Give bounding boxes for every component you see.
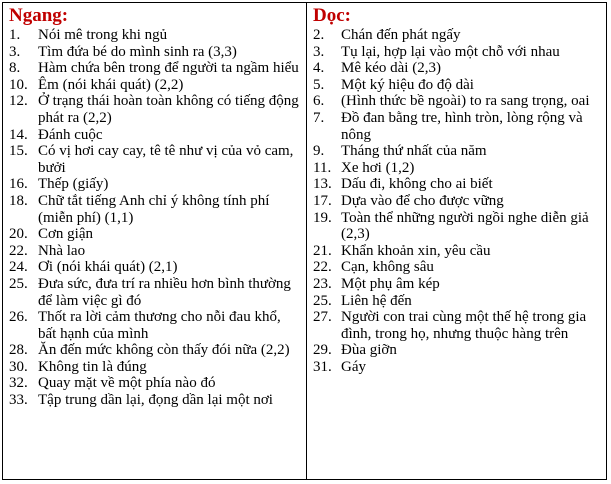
- across-clue-row: [9, 93, 300, 126]
- clue-number: 4.: [313, 60, 325, 77]
- clue-number: 27.: [313, 309, 332, 326]
- across-heading: Ngang:: [9, 5, 69, 26]
- across-clue-row: [9, 127, 300, 144]
- clue-number: 5.: [313, 76, 325, 93]
- down-clue-row: [313, 160, 600, 177]
- clue-text: Tìm đứa bé do mình sinh ra (3,3): [38, 43, 237, 60]
- clue-number: 9.: [313, 143, 325, 160]
- across-clue-row: [9, 359, 300, 376]
- across-clue-row: [9, 27, 300, 44]
- clue-text: Thếp (giấy): [38, 176, 109, 193]
- down-clue-row: [313, 259, 600, 276]
- clue-number: 8.: [9, 60, 21, 77]
- down-clue-row: [313, 176, 600, 193]
- down-clue-row: [313, 243, 600, 260]
- clue-number: 7.: [313, 109, 325, 126]
- clues-table: [2, 2, 607, 480]
- clue-number: 12.: [9, 93, 28, 110]
- clue-number: 6.: [313, 93, 325, 110]
- across-clue-row: [9, 77, 300, 94]
- clue-number: 2.: [313, 27, 325, 43]
- clue-number: 30.: [9, 358, 28, 375]
- down-clue-row: [313, 342, 600, 359]
- across-clue-row: [9, 259, 300, 276]
- clue-text: Cạn, không sâu: [341, 259, 434, 276]
- clue-number: 14.: [9, 126, 28, 143]
- across-clue-row: [9, 44, 300, 61]
- clue-text: Êm (nói khái quát) (2,2): [38, 76, 184, 93]
- across-clue-row: [9, 60, 300, 77]
- down-clue-row: [313, 193, 600, 210]
- clue-number: 16.: [9, 176, 28, 193]
- clue-text: Người con trai cùng một thế hệ trong gia đình, trong họ, nhưng thuộc hàng trên: [341, 309, 587, 342]
- clue-number: 18.: [9, 192, 28, 209]
- clue-text: Đùa giỡn: [341, 342, 397, 359]
- across-clue-row: [9, 226, 300, 243]
- clue-number: 22.: [9, 242, 28, 259]
- clue-text: Ở trạng thái hoàn toàn không có tiếng động phát ra (2,2): [38, 93, 299, 126]
- clue-text: Khẩn khoản xin, yêu cầu: [341, 242, 491, 259]
- down-clue-row: [313, 27, 600, 44]
- across-clue-row: [9, 309, 300, 342]
- across-clue-row: [9, 342, 300, 359]
- across-clue-list: [9, 27, 300, 409]
- clue-text: Ơi (nói khái quát) (2,1): [38, 259, 178, 276]
- clue-text: Thốt ra lời cảm thương cho nỗi đau khổ, bất hạnh của mình: [38, 309, 281, 342]
- clue-number: 19.: [313, 209, 332, 226]
- clue-number: 25.: [313, 292, 332, 309]
- clue-number: 24.: [9, 259, 28, 276]
- clue-text: Đồ đan bằng tre, hình tròn, lòng rộng và nông: [341, 109, 583, 143]
- clue-text: Nhà lao: [38, 242, 86, 259]
- clue-text: (Hình thức bề ngoài) to ra sang trọng, oai: [341, 93, 590, 110]
- clue-text: Một ký hiệu đo độ dài: [341, 76, 474, 93]
- clue-text: Ăn đến mức không còn thấy đói nữa (2,2): [38, 342, 290, 359]
- down-clue-row: [313, 276, 600, 293]
- clue-text: Tháng thứ nhất của năm: [341, 143, 487, 160]
- across-clue-row: [9, 276, 300, 309]
- clue-number: 11.: [313, 159, 332, 176]
- clue-number: 33.: [9, 392, 28, 409]
- clue-text: Toàn thể những người ngồi nghe diễn giả (2,3): [341, 209, 589, 243]
- down-clue-row: [313, 309, 600, 342]
- clue-number: 3.: [313, 43, 325, 60]
- across-clue-row: [9, 243, 300, 260]
- clue-text: Đưa sức, đưa trí ra nhiều hơn bình thường để làm việc gì đó: [38, 275, 291, 309]
- clue-number: 3.: [9, 43, 21, 60]
- down-clue-row: [313, 77, 600, 94]
- down-clue-row: [313, 143, 600, 160]
- clue-number: 1.: [9, 27, 21, 43]
- across-clue-row: [9, 193, 300, 226]
- clue-text: Hàm chứa bên trong để người ta ngầm hiểu: [38, 60, 299, 77]
- clue-number: 13.: [313, 176, 332, 193]
- clue-number: 29.: [313, 342, 332, 359]
- clue-number: 15.: [9, 143, 28, 160]
- clue-text: Xe hơi (1,2): [341, 159, 415, 176]
- clue-number: 20.: [9, 226, 28, 243]
- across-clue-row: [9, 392, 300, 409]
- clue-text: Một phụ âm kép: [341, 275, 440, 292]
- clue-number: 31.: [313, 358, 332, 375]
- down-clue-row: [313, 293, 600, 310]
- down-clue-list: [313, 27, 600, 375]
- clue-text: Dựa vào để cho được vững: [341, 192, 504, 209]
- down-clue-row: [313, 60, 600, 77]
- clue-number: 28.: [9, 342, 28, 359]
- clue-text: Liên hệ đến: [341, 292, 412, 309]
- down-heading: Dọc:: [313, 5, 351, 26]
- clue-number: 17.: [313, 192, 332, 209]
- clue-text: Chữ tắt tiếng Anh chỉ ý không tính phí (miễn phí) (1,1): [38, 192, 270, 226]
- clue-text: Quay mặt về một phía nào đó: [38, 375, 216, 392]
- clue-text: Tập trung dần lại, đọng dần lại một nơi: [38, 392, 273, 409]
- clue-number: 22.: [313, 259, 332, 276]
- down-clue-row: [313, 359, 600, 376]
- down-column: [307, 3, 606, 479]
- down-clue-row: [313, 110, 600, 143]
- clue-text: Không tin là đúng: [38, 358, 147, 375]
- clue-text: Dấu đi, không cho ai biết: [341, 176, 493, 193]
- down-clue-row: [313, 44, 600, 61]
- clue-text: Có vị hơi cay cay, tê tê như vị của vỏ cam, bưởi: [38, 143, 294, 176]
- clue-number: 10.: [9, 76, 28, 93]
- across-column: [3, 3, 307, 479]
- clue-number: 26.: [9, 309, 28, 326]
- clue-text: Gáy: [341, 358, 366, 375]
- clue-text: Đánh cuộc: [38, 126, 103, 143]
- clue-text: Nói mê trong khi ngủ: [38, 27, 168, 43]
- across-clue-row: [9, 143, 300, 176]
- clue-text: Cơn giận: [38, 226, 94, 243]
- down-clue-row: [313, 93, 600, 110]
- clue-text: Chán đến phát ngấy: [341, 27, 461, 43]
- clue-text: Tụ lại, hợp lại vào một chỗ với nhau: [341, 43, 560, 60]
- across-clue-row: [9, 375, 300, 392]
- clue-text: Mê kéo dài (2,3): [341, 60, 441, 77]
- clue-number: 32.: [9, 375, 28, 392]
- across-clue-row: [9, 176, 300, 193]
- down-clue-row: [313, 210, 600, 243]
- clue-number: 25.: [9, 275, 28, 292]
- clue-number: 21.: [313, 242, 332, 259]
- clue-number: 23.: [313, 275, 332, 292]
